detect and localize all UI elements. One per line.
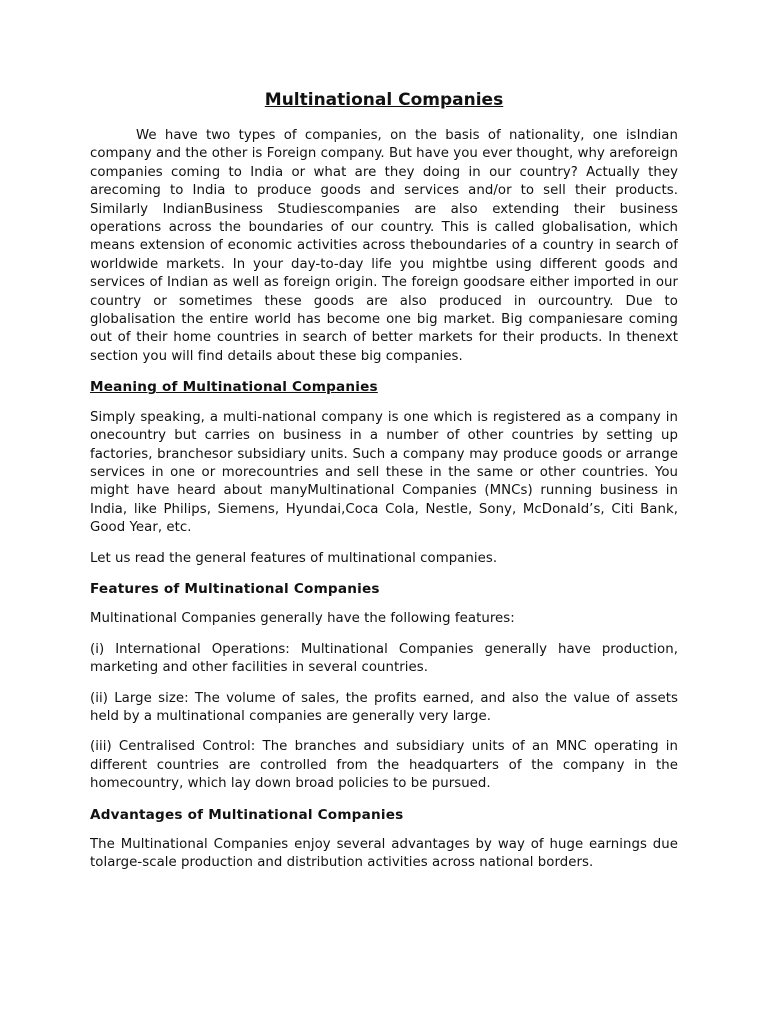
features-intro-paragraph: Multinational Companies generally have the following features: [90, 611, 515, 627]
document-page [90, 86, 678, 1016]
intro-paragraph: We have two types of companies, on the basis of nationality, one isIndian company and the other is Foreign company. But have you ever thought, why areforeign companies coming to India or what are they doing in our country? Actually they arecoming to India to produce goods and services and/or to sell their products. Similarly IndianBusiness Studiescompanies are also extending their business operations across the boundaries of our country. This is called globalisation, which means extension of economic activities across theboundaries of a country in search of worldwide markets. In your day-to-day life you mightbe using different goods and services of Indian as well as foreign origin. The foreign goodsare either imported in our country or sometimes these goods are also produced in ourcountry. Due to globalisation the entire world has become one big market. Big companiesare coming out of their home countries in search of better markets for their products. In thenext section you will find details about these big companies. [90, 128, 678, 364]
advantages-heading: Advantages of Multinational Companies [90, 806, 404, 823]
document-title: Multinational Companies [264, 90, 504, 110]
general-features-paragraph: Let us read the general features of multinational companies. [90, 550, 498, 566]
feature-large-size: (ii) Large size: The volume of sales, the profits earned, and also the value of assets held by a multinational companies are generally very large. [90, 690, 678, 724]
feature-international-operations: (i) International Operations: Multinational Companies generally have production, marketing and other facilities in several countries. [90, 641, 678, 676]
features-heading: Features of Multinational Companies [90, 580, 380, 597]
meaning-heading: Meaning of Multinational Companies [90, 379, 378, 396]
feature-centralised-control: (iii) Centralised Control: The branches and subsidiary units of an MNC operating in different countries are controlled from the headquarters of the company in the homecountry, which lay down broad policies to be pursued. [90, 739, 678, 792]
meaning-paragraph: Simply speaking, a multi-national company is one which is registered as a company in onecountry but carries on business in a number of other countries by setting up factories, branchesor subsidiary units. Such a company may produce goods or arrange services in one or morecountries and sell these in the same or other countries. You might have heard about manyMultinational Companies (MNCs) running business in India, like Philips, Siemens, Hyundai,Coca Cola, Nestle, Sony, McDonald’s, Citi Bank, Good Year, etc. [90, 409, 678, 536]
advantages-paragraph: The Multinational Companies enjoy several advantages by way of huge earnings due tolarge-scale production and distribution activities across national borders. [90, 837, 678, 871]
